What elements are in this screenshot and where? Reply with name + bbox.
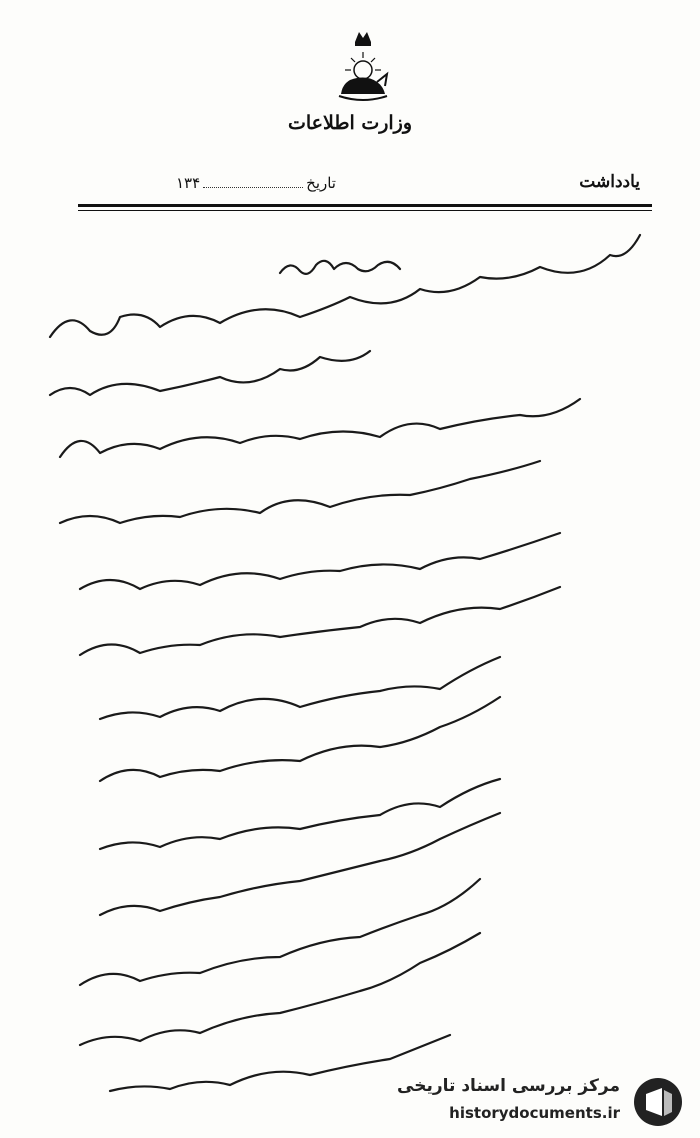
- handwritten-line: [80, 533, 560, 589]
- header-divider-thin: [78, 210, 652, 211]
- handwritten-line: [50, 351, 370, 395]
- date-field: [96, 174, 336, 192]
- date-label: تاریخ: [306, 174, 336, 192]
- watermark-url: historydocuments.ir: [449, 1104, 620, 1122]
- watermark-organization: مرکز بررسی اسناد تاریخی: [397, 1076, 620, 1096]
- handwritten-line: [100, 697, 500, 781]
- memo-label: یادداشت: [579, 172, 640, 192]
- handwritten-line: [60, 461, 540, 523]
- header-divider-thick: [78, 204, 652, 207]
- archive-logo-icon: [632, 1076, 684, 1128]
- handwritten-line: [80, 879, 480, 985]
- archive-watermark: [382, 1074, 692, 1130]
- handwritten-body: [20, 225, 680, 1105]
- handwritten-line: [50, 235, 640, 337]
- handwritten-line: [60, 399, 580, 457]
- date-dotted-line: [203, 175, 303, 188]
- ministry-title: وزارت اطلاعات: [287, 112, 413, 134]
- lion-and-sun-emblem-icon: [333, 28, 393, 104]
- handwritten-line: [80, 933, 480, 1045]
- date-value: ۱۳۴: [175, 174, 201, 192]
- handwritten-line: [100, 657, 500, 719]
- handwritten-line: [80, 587, 560, 655]
- handwritten-line: [280, 261, 400, 274]
